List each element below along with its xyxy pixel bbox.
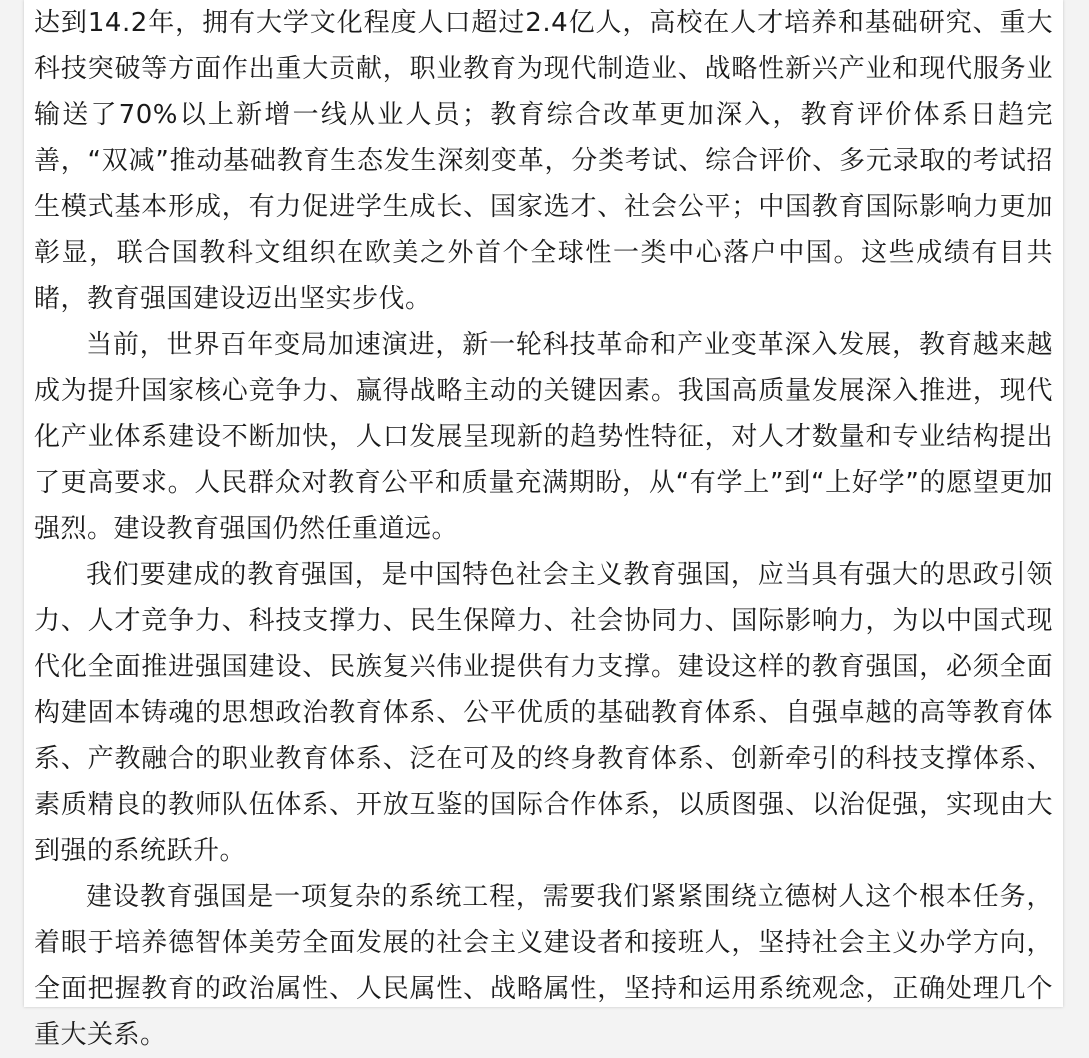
article-paragraph-4: 建设教育强国是一项复杂的系统工程，需要我们紧紧围绕立德树人这个根本任务，着眼于培养德智体美劳全面发展的社会主义建设者和接班人，坚持社会主义办学方向，全面把握教育的政治属性、人民属性、战略属性，坚持和运用系统观念，正确处理几个重大关系。 [34, 882, 1053, 1050]
article-paragraph-1: 达到14.2年，拥有大学文化程度人口超过2.4亿人，高校在人才培养和基础研究、重大科技突破等方面作出重大贡献，职业教育为现代制造业、战略性新兴产业和现代服务业输送了70%以上新增一线从业人员；教育综合改革更加深入，教育评价体系日趋完善，“双减”推动基础教育生态发生深刻变革，分类考试、综合评价、多元录取的考试招生模式基本形成，有力促进学生成长、国家选才、社会公平；中国教育国际影响力更加彰显，联合国教科文组织在欧美之外首个全球性一类中心落户中国。这些成绩有目共睹，教育强国建设迈出坚实步伐。 [34, 8, 1053, 314]
article-paragraph-3: 我们要建成的教育强国，是中国特色社会主义教育强国，应当具有强大的思政引领力、人才竞争力、科技支撑力、民生保障力、社会协同力、国际影响力，为以中国式现代化全面推进强国建设、民族复兴伟业提供有力支撑。建设这样的教育强国，必须全面构建固本铸魂的思想政治教育体系、公平优质的基础教育体系、自强卓越的高等教育体系、产教融合的职业教育体系、泛在可及的终身教育体系、创新牵引的科技支撑体系、素质精良的教师队伍体系、开放互鉴的国际合作体系，以质图强、以治促强，实现由大到强的系统跃升。 [34, 560, 1053, 866]
article-page [24, 0, 1063, 1050]
article-paragraph-2: 当前，世界百年变局加速演进，新一轮科技革命和产业变革深入发展，教育越来越成为提升国家核心竞争力、赢得战略主动的关键因素。我国高质量发展深入推进，现代化产业体系建设不断加快，人口发展呈现新的趋势性特征，对人才数量和专业结构提出了更高要求。人民群众对教育公平和质量充满期盼，从“有学上”到“上好学”的愿望更加强烈。建设教育强国仍然任重道远。 [34, 330, 1053, 544]
article-body [34, 0, 1053, 1058]
